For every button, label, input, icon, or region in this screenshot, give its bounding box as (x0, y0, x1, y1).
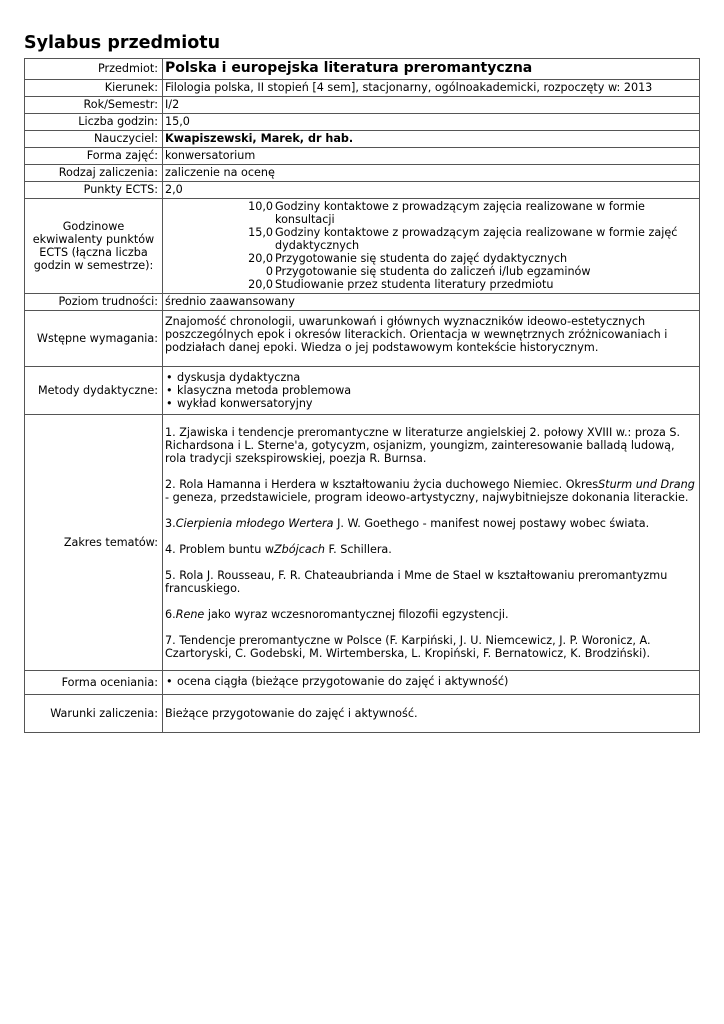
list-item: • wykład konwersatoryjny (165, 397, 697, 410)
methods-list (165, 371, 697, 410)
value-major: Filologia polska, II stopień [4 sem], stacjonarny, ogólnoakademicki, rozpoczęty w: 2013 (163, 80, 700, 97)
ects-hours-desc: Godziny kontaktowe z prowadzącym zajęcia realizowane w formie konsultacji (275, 200, 645, 226)
label-hours-count: Liczba godzin: (25, 114, 163, 131)
value-prerequisites: Znajomość chronologii, uwarunkowań i głównych wyznaczników ideowo-estetycznych poszczególnych epok i okresów literackich. Orientacja w wewnętrznych zróżnicowaniach i podziałach danej epoki. Wiedza o jej podstawowym kontekście historycznym. (163, 311, 700, 367)
ects-hours-value: 10,0 (248, 200, 273, 213)
row-major (25, 80, 700, 97)
list-item: • dyskusja dydaktyczna (165, 371, 697, 384)
row-pass-conditions (25, 695, 700, 733)
row-hours-count (25, 114, 700, 131)
label-difficulty: Poziom trudności: (25, 294, 163, 311)
assessment-list (165, 675, 697, 688)
ects-hours-value: 20,0 (248, 252, 273, 265)
row-teacher (25, 131, 700, 148)
value-teacher: Kwapiszewski, Marek, dr hab. (163, 131, 700, 148)
value-topics (163, 415, 700, 671)
topic-title: Cierpienia młodego Wertera (175, 517, 334, 530)
topic-text: J. W. Goethego - manifest nowej postawy wobec świata. (333, 517, 650, 530)
value-methods (163, 367, 700, 415)
value-pass-conditions: Bieżące przygotowanie do zajęć i aktywność. (163, 695, 700, 733)
topic-4 (165, 543, 697, 556)
topic-5: 5. Rola J. Rousseau, F. R. Chateaubrianda i Mme de Stael w kształtowaniu preromantyzmu francuskiego. (165, 569, 668, 595)
row-subject (25, 59, 700, 80)
label-pass-conditions: Warunki zaliczenia: (25, 695, 163, 733)
row-prerequisites (25, 311, 700, 367)
topic-title: Zbójcach (274, 543, 325, 556)
page-title: Sylabus przedmiotu (24, 33, 221, 53)
ects-hours-value: 15,0 (248, 226, 273, 239)
label-ects-equivalents: Godzinowe ekwiwalenty punktów ECTS (łączna liczba godzin w semestrze): (25, 199, 163, 294)
label-methods: Metody dydaktyczne: (25, 367, 163, 415)
label-year-semester: Rok/Semestr: (25, 97, 163, 114)
value-subject: Polska i europejska literatura preromantyczna (163, 59, 700, 80)
row-class-form (25, 148, 700, 165)
topic-2 (165, 478, 697, 504)
topic-text: jako wyraz wczesnoromantycznej filozofii egzystencji. (204, 608, 509, 621)
list-item: • ocena ciągła (bieżące przygotowanie do zajęć i aktywność) (165, 675, 697, 688)
row-year-semester (25, 97, 700, 114)
row-credit-type (25, 165, 700, 182)
topic-title: Rene (175, 608, 205, 621)
label-subject: Przedmiot: (25, 59, 163, 80)
topic-3 (165, 517, 697, 530)
label-class-form: Forma zajęć: (25, 148, 163, 165)
row-difficulty (25, 294, 700, 311)
value-ects: 2,0 (163, 182, 700, 199)
ects-hours-value: 20,0 (248, 278, 273, 291)
topic-1: 1. Zjawiska i tendencje preromantyczne w literaturze angielskiej 2. połowy XVIII w.: proza S. Richardsona i L. Sterne'a, gotycyzm, osjanizm, youngizm, zainteresowanie balladą ludową, rola tradycji szekspirowskiej, poezja R. Burnsa. (165, 426, 681, 465)
value-hours-count: 15,0 (163, 114, 700, 131)
value-difficulty: średnio zaawansowany (163, 294, 700, 311)
ects-hours-item (165, 252, 697, 265)
ects-hours-item (165, 200, 697, 226)
label-assessment: Forma oceniania: (25, 671, 163, 695)
topic-text: 4. Problem buntu w (165, 543, 274, 556)
label-teacher: Nauczyciel: (25, 131, 163, 148)
row-ects (25, 182, 700, 199)
row-ects-equivalents (25, 199, 700, 294)
topic-text: 6. (165, 608, 176, 621)
topic-text: 3. (165, 517, 176, 530)
topic-6 (165, 608, 697, 621)
value-ects-equivalents (163, 199, 700, 294)
topic-text: - geneza, przedstawiciele, program ideowo-artystyczny, najwybitniejsze dokonania literackie. (165, 491, 689, 504)
syllabus-table (24, 58, 700, 733)
ects-hours-desc: Przygotowanie się studenta do zaliczeń i/lub egzaminów (275, 265, 591, 278)
row-topics (25, 415, 700, 671)
ects-hours-desc: Godziny kontaktowe z prowadzącym zajęcia realizowane w formie zajęć dydaktycznych (275, 226, 678, 252)
ects-hours-item (165, 278, 697, 291)
ects-hours-desc: Studiowanie przez studenta literatury przedmiotu (275, 278, 554, 291)
topic-text: F. Schillera. (324, 543, 392, 556)
topic-text: 2. Rola Hamanna i Herdera w kształtowaniu życia duchowego Niemiec. Okres (165, 478, 599, 491)
label-topics: Zakres tematów: (25, 415, 163, 671)
value-assessment (163, 671, 700, 695)
ects-hours-desc: Przygotowanie się studenta do zajęć dydaktycznych (275, 252, 568, 265)
row-methods (25, 367, 700, 415)
label-credit-type: Rodzaj zaliczenia: (25, 165, 163, 182)
label-major: Kierunek: (25, 80, 163, 97)
topic-7: 7. Tendencje preromantyczne w Polsce (F. Karpiński, J. U. Niemcewicz, J. P. Woronicz, A. Czartoryski, C. Godebski, M. Wirtemberska, L. Kropiński, F. Bernatowicz, K. Brodziński). (165, 634, 651, 660)
ects-hours-item (165, 265, 697, 278)
value-year-semester: I/2 (163, 97, 700, 114)
label-prerequisites: Wstępne wymagania: (25, 311, 163, 367)
topic-title: Sturm und Drang (598, 478, 695, 491)
ects-hours-item (165, 226, 697, 252)
value-credit-type: zaliczenie na ocenę (163, 165, 700, 182)
ects-hours-value: 0 (265, 265, 273, 278)
row-assessment (25, 671, 700, 695)
list-item: • klasyczna metoda problemowa (165, 384, 697, 397)
value-class-form: konwersatorium (163, 148, 700, 165)
label-ects: Punkty ECTS: (25, 182, 163, 199)
